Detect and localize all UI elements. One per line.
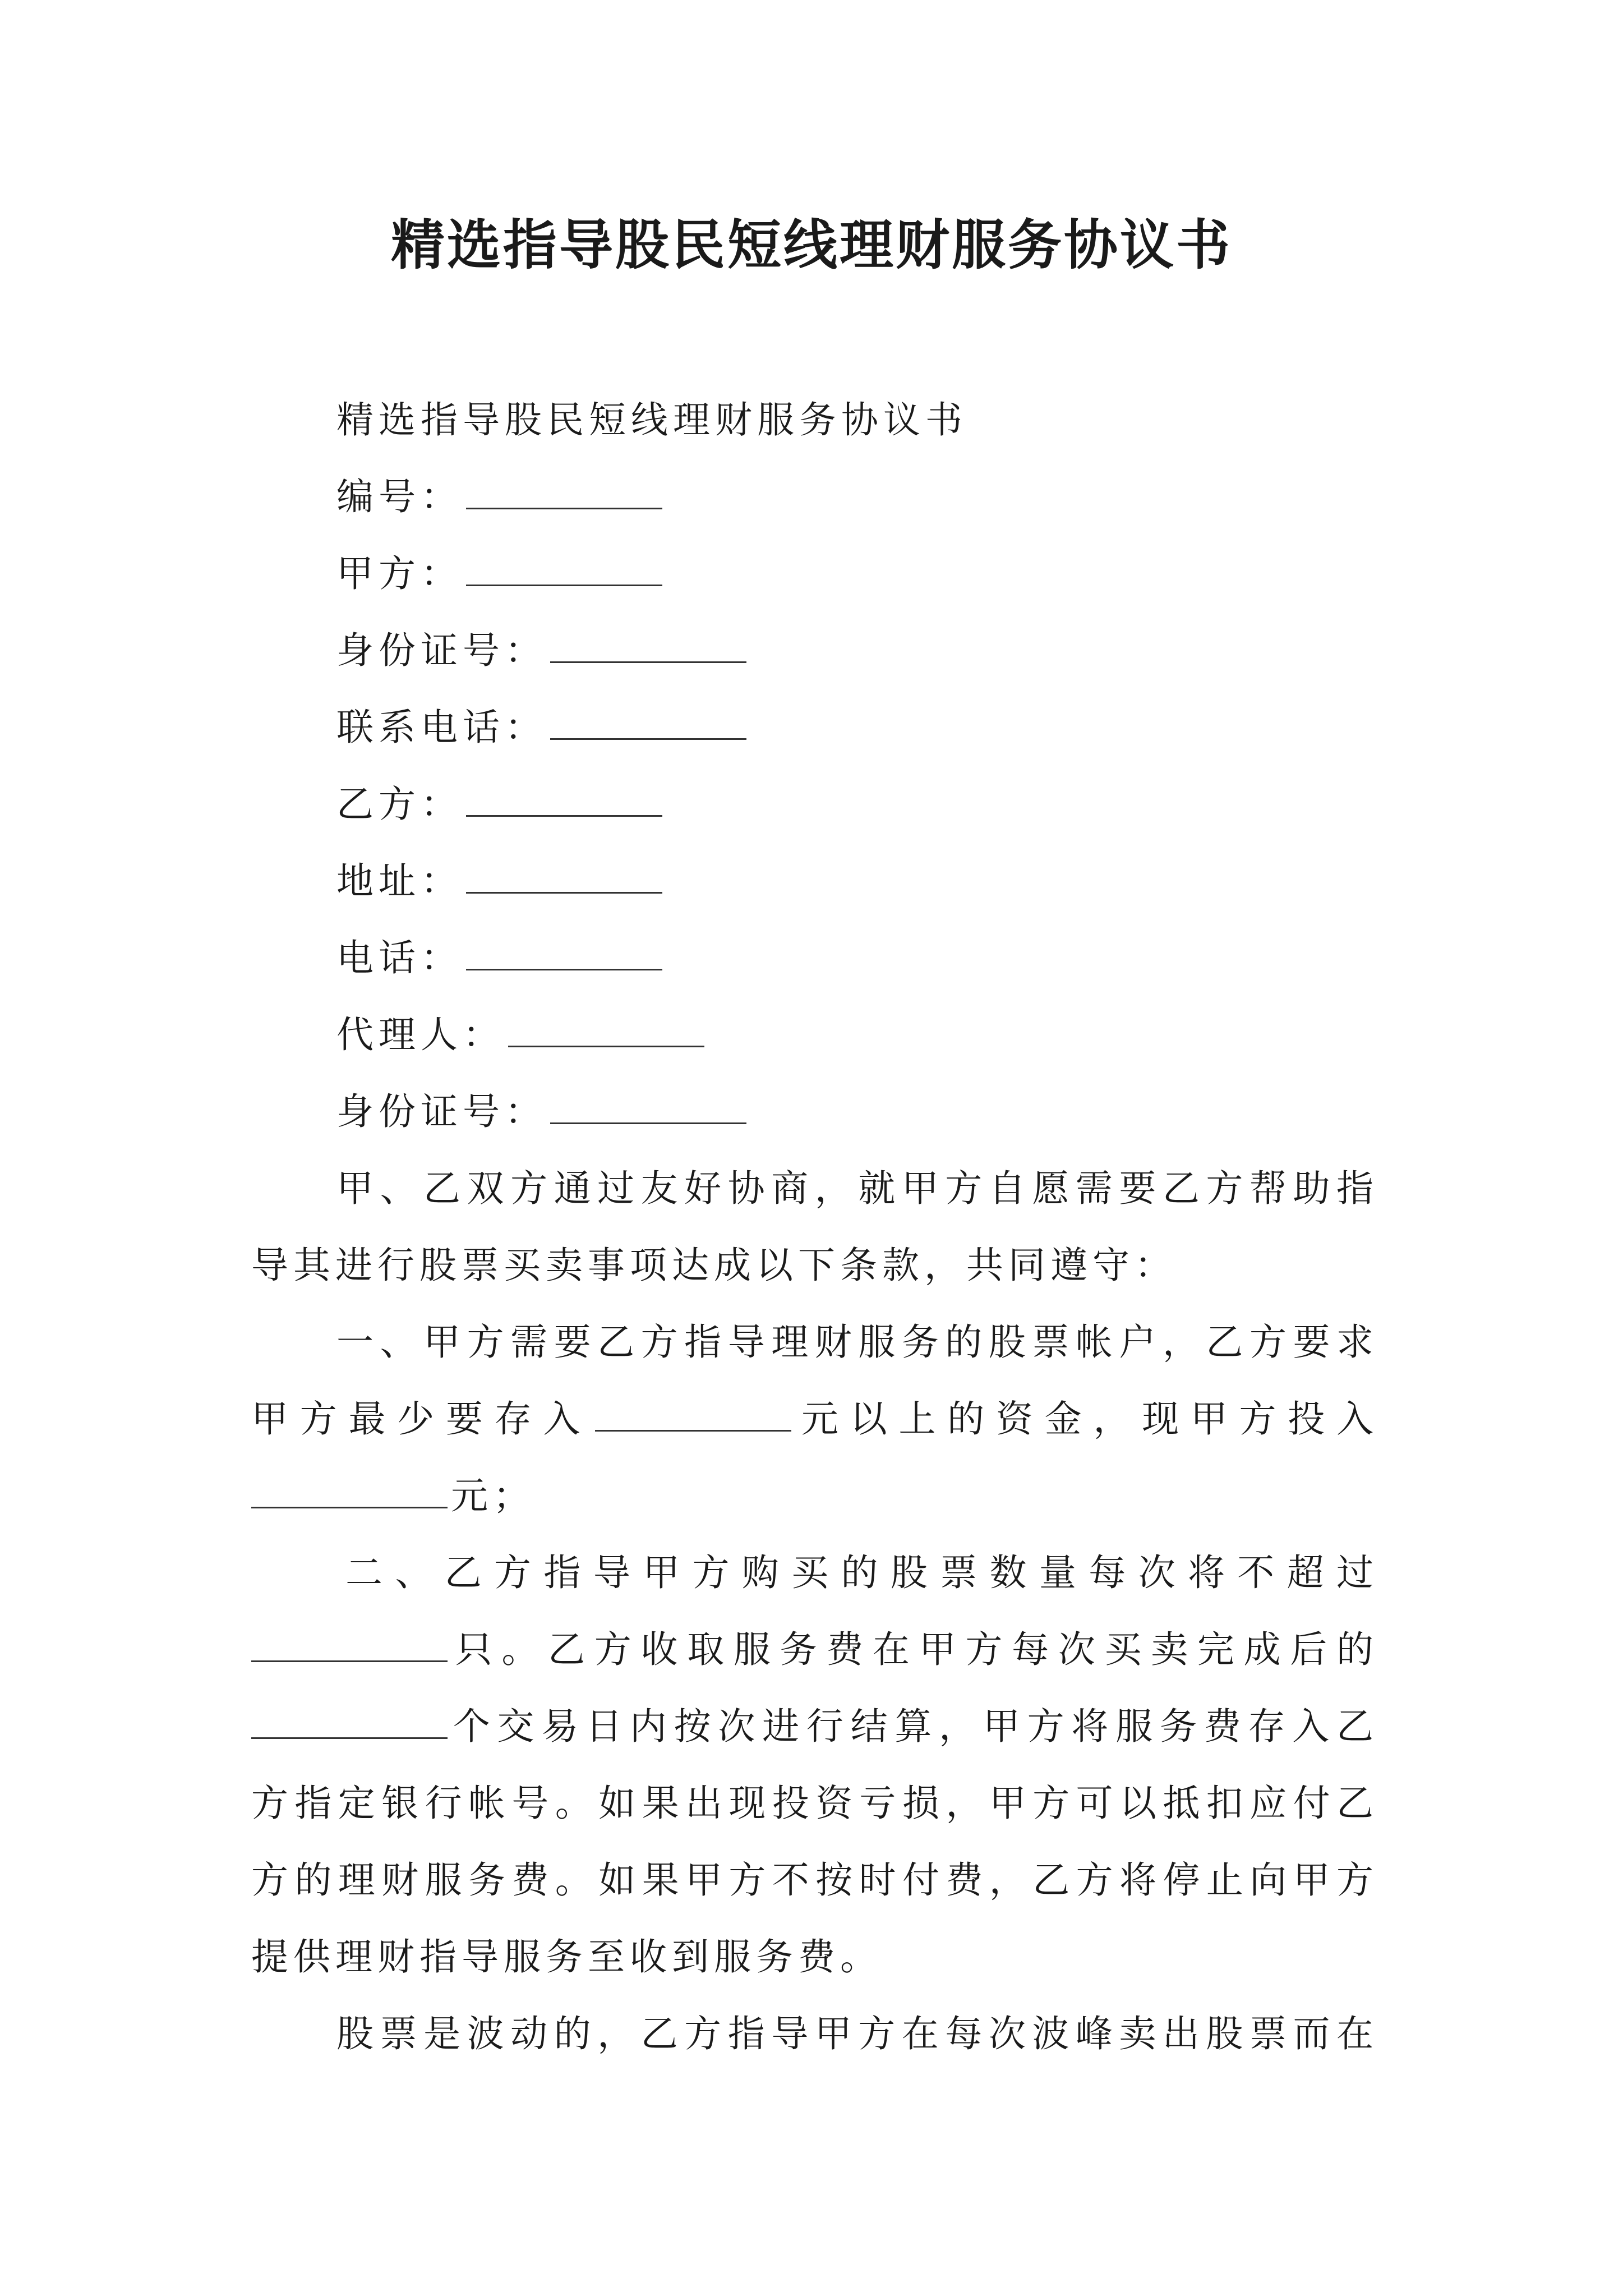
clause-2-line-6: 提供理财指导服务至收到服务费。 [251, 1935, 882, 1978]
blank-line [550, 632, 746, 663]
field-label: 电话： [336, 936, 463, 979]
document-body [251, 381, 1378, 2072]
blank-line [466, 940, 662, 970]
blank-line [508, 1016, 704, 1047]
field-serial-number [251, 458, 1378, 535]
blank-line [595, 1401, 791, 1432]
field-label: 乙方： [336, 783, 463, 826]
field-label: 身份证号： [336, 629, 547, 672]
clause-2-line-2 [251, 1611, 1378, 1688]
intro-paragraph-line-2: 导其进行股票买卖事项达成以下条款，共同遵守： [251, 1244, 1177, 1287]
field-party-a-phone [251, 689, 1378, 766]
field-party-a [251, 535, 1378, 612]
field-label: 甲方： [336, 552, 463, 595]
field-label: 身份证号： [336, 1090, 547, 1133]
field-label: 编号： [336, 475, 463, 518]
blank-line [466, 555, 662, 586]
clause-1-text: 元； [451, 1474, 535, 1517]
field-label: 联系电话： [336, 706, 547, 749]
clause-1-line-3 [251, 1457, 1378, 1534]
clause-2-text: 个交易日内按次进行结算，甲方将服务费存入乙 [451, 1705, 1378, 1748]
field-phone [251, 919, 1378, 996]
field-address [251, 843, 1378, 919]
blank-line [550, 709, 746, 740]
blank-line [251, 1708, 448, 1739]
clause-1-text: 元以上的资金，现甲方投入 [795, 1397, 1379, 1441]
clause-2-line-5: 方的理财服务费。如果甲方不按时付费，乙方将停止向甲方 [251, 1858, 1378, 1902]
clause-2-line-4: 方指定银行帐号。如果出现投资亏损，甲方可以抵扣应付乙 [251, 1782, 1378, 1825]
clause-2-line-1: 二、乙方指导甲方购买的股票数量每次将不超过 [345, 1551, 1378, 1594]
blank-line [550, 1093, 746, 1124]
clause-1-text: 甲方最少要存入 [251, 1397, 592, 1441]
field-agent [251, 996, 1378, 1073]
field-label: 地址： [336, 859, 463, 903]
blank-line [466, 478, 662, 509]
blank-line [466, 786, 662, 817]
intro-paragraph-line-1: 甲、乙双方通过友好协商，就甲方自愿需要乙方帮助指 [336, 1167, 1378, 1210]
blank-line [251, 1631, 448, 1662]
field-agent-id [251, 1073, 1378, 1150]
clause-3-line-1: 股票是波动的，乙方指导甲方在每次波峰卖出股票而在 [336, 2012, 1378, 2055]
clause-2-text: 只。乙方收取服务费在甲方每次买卖完成后的 [451, 1628, 1378, 1671]
blank-line [251, 1478, 448, 1508]
clause-1-line-2 [251, 1381, 1378, 1457]
document-subtitle: 精选指导股民短线理财服务协议书 [336, 398, 967, 441]
blank-line [466, 863, 662, 894]
field-party-a-id [251, 612, 1378, 689]
field-party-b [251, 766, 1378, 843]
field-label: 代理人： [336, 1013, 505, 1056]
clause-1-line-1: 一、甲方需要乙方指导理财服务的股票帐户，乙方要求 [336, 1320, 1378, 1364]
clause-2-line-3 [251, 1688, 1378, 1765]
document-title: 精选指导股民短线理财服务协议书 [391, 213, 1232, 277]
